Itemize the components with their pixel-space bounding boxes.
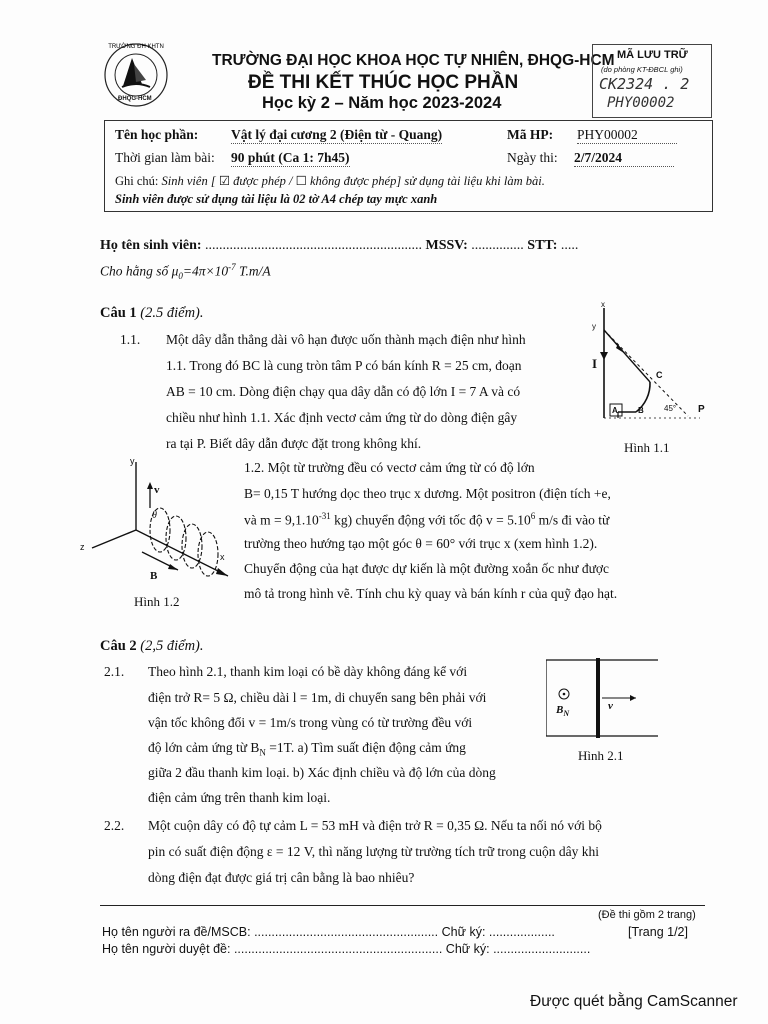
approver-line xyxy=(102,942,590,956)
q12-l3-exp2: 6 xyxy=(530,511,536,521)
figure-1-2 xyxy=(78,456,238,594)
q2-points: (2,5 điểm). xyxy=(140,638,204,654)
q12-line-4: trường theo hướng tạo một góc θ = 60° với trục x (xem hình 1.2). xyxy=(244,536,598,551)
archive-code-2: PHY00002 xyxy=(607,95,675,111)
q2-title: Câu 2 xyxy=(100,638,137,654)
svg-text:TRƯỜNG ĐH KHTN: TRƯỜNG ĐH KHTN xyxy=(108,44,164,50)
q2-heading xyxy=(100,638,204,655)
q12-line-5: Chuyển động của hạt được dự kiến là một đường xoắn ốc như được xyxy=(244,561,610,576)
q12-l3-exp: -31 xyxy=(318,511,331,521)
fig12-b-label: B xyxy=(150,570,158,582)
q12-line-2: B= 0,15 T hướng dọc theo trục x dương. Một positron (điện tích +e, xyxy=(244,486,611,501)
q1-heading xyxy=(100,305,204,322)
constant-exp: -7 xyxy=(228,262,236,272)
q12-line-1: 1.2. Một từ trường đều có vectơ cảm ứng từ có độ lớn xyxy=(244,460,535,475)
mssv-label: MSSV: xyxy=(425,238,468,253)
q1-points: (2.5 điểm). xyxy=(140,305,204,321)
note-label: Ghi chú: xyxy=(115,174,159,188)
archive-subtitle: (do phòng KT-ĐBCL ghi) xyxy=(601,65,683,74)
fig11-c-label: C xyxy=(656,370,663,380)
figure-1-1 xyxy=(588,300,718,430)
q11-line-3: AB = 10 cm. Dòng điện chạy qua dây dẫn có độ lớn I = 7 A và có xyxy=(166,384,521,399)
course-value: Vật lý đại cương 2 (Điện từ - Quang) xyxy=(231,127,443,142)
note-text-2: được phép / xyxy=(233,174,293,188)
date-label: Ngày thi: xyxy=(507,150,558,165)
fig12-v-label: v xyxy=(154,484,160,496)
logo-caption: ĐHQG-HCM xyxy=(118,96,152,102)
constant-unit: T.m/A xyxy=(235,263,271,279)
fig12-theta-label: θ xyxy=(152,510,157,521)
semester: Học kỳ 2 – Năm học 2023-2024 xyxy=(262,94,502,112)
q21-line-4 xyxy=(148,740,466,758)
approver-label: Họ tên người duyệt đề: xyxy=(102,942,231,956)
q21-line-5: giữa 2 đầu thanh kim loại. b) Xác định chiều và độ lớn của dòng xyxy=(148,765,496,780)
signature-label-2: Chữ ký: xyxy=(445,942,490,956)
q21-number: 2.1. xyxy=(104,664,125,679)
constant-line xyxy=(100,262,271,281)
fig11-caption: Hình 1.1 xyxy=(624,440,670,455)
figure-2-1 xyxy=(546,658,660,740)
q11-line-2: 1.1. Trong đó BC là cung tròn tâm P có bán kính R = 25 cm, đoạn xyxy=(166,358,522,373)
archive-code-1: CK2324 . 2 xyxy=(599,75,690,93)
q12-l3a: và m = 9,1.10 xyxy=(244,512,319,528)
q21-line-1: Theo hình 2.1, thanh kim loại có bề dày không đáng kể với xyxy=(148,664,468,679)
note-line xyxy=(115,173,545,189)
exam-title: ĐỀ THI KẾT THÚC HỌC PHẦN xyxy=(248,72,519,93)
fig11-a-label: A xyxy=(612,406,618,415)
q21-line-3: vận tốc không đổi v = 1m/s trong vùng có từ trường đều với xyxy=(148,715,473,730)
constant-sub: 0 xyxy=(178,271,183,282)
time-value: 90 phút (Ca 1: 7h45) xyxy=(231,150,350,165)
student-line xyxy=(100,238,578,254)
q21-l4a: độ lớn cảm ứng từ B xyxy=(148,740,260,755)
note-text-1: Sinh viên [ xyxy=(161,174,216,188)
q12-l3b: kg) chuyển động với tốc độ v = 5.10 xyxy=(330,512,531,528)
note-text-3: không được phép] sử dụng tài liệu khi làm bài. xyxy=(309,174,545,188)
fig11-angle-label: 45° xyxy=(664,404,677,413)
signature-label-1: Chữ ký: xyxy=(441,925,486,939)
approver-dots: ............................................................ xyxy=(233,942,443,956)
q22-line-2: pin có suất điện động ε = 12 V, thì năng lượng từ trường tích trữ trong cuộn dây khi xyxy=(148,844,600,859)
q11-line-1: Một dây dẫn thẳng dài vô hạn được uốn thành mạch điện như hình xyxy=(166,332,526,347)
q21-l4b: =1T. a) Tìm suất điện động cảm ứng xyxy=(265,740,466,755)
course-info-box xyxy=(104,120,713,212)
date-value: 2/7/2024 xyxy=(574,150,674,167)
q11-line-5: ra tại P. Biết dây dẫn được đặt trong không khí. xyxy=(166,436,422,451)
q11-line-4: chiều như hình 1.1. Xác định vectơ cảm ứng từ do dòng điện gây xyxy=(166,410,518,425)
fig11-current-label: I xyxy=(592,356,598,371)
q22-line-3: dòng điện đạt được giá trị cân bằng là bao nhiêu? xyxy=(148,870,415,885)
checked-box-icon: ☑ xyxy=(218,174,231,188)
constant-prefix: Cho hằng số μ xyxy=(100,263,179,279)
mssv-dots: ............... xyxy=(471,238,524,253)
page-number: [Trang 1/2] xyxy=(628,925,688,939)
page-count: (Đề thi gồm 2 trang) xyxy=(598,909,696,921)
signature-dots-2: ............................ xyxy=(493,942,591,956)
q21-l4-sub: N xyxy=(259,747,266,758)
q21-line-6: điện cảm ứng trên thanh kim loại. xyxy=(148,790,331,805)
stt-dots: ..... xyxy=(560,238,579,253)
author-label: Họ tên người ra đề/MSCB: xyxy=(102,925,251,939)
note-line-2: Sinh viên được sử dụng tài liệu là 02 tờ A4 chép tay mực xanh xyxy=(115,192,438,206)
student-name-dots: .............................................................. xyxy=(205,238,423,253)
fig21-caption: Hình 2.1 xyxy=(578,748,624,763)
q22-line-1: Một cuộn dây có độ tự cảm L = 53 mH và điện trở R = 0,35 Ω. Nếu ta nối nó với bộ xyxy=(148,818,602,833)
fig11-x-label: x xyxy=(601,300,605,309)
constant-value: =4π×10 xyxy=(182,263,229,279)
school-name: TRƯỜNG ĐẠI HỌC KHOA HỌC TỰ NHIÊN, ĐHQG-HCM xyxy=(212,52,615,69)
course-label: Tên học phần: xyxy=(115,127,199,142)
q12-l3c: m/s đi vào từ xyxy=(535,512,610,528)
archive-box xyxy=(592,44,712,118)
fig11-p-label: P xyxy=(698,404,705,415)
fig11-b-label: B xyxy=(638,406,644,415)
author-dots: ..................................................... xyxy=(254,925,439,939)
fig12-caption: Hình 1.2 xyxy=(134,594,180,609)
q12-line-3 xyxy=(244,511,609,529)
archive-title: MÃ LƯU TRỮ xyxy=(617,49,688,61)
fig21-b: B xyxy=(556,704,564,716)
unchecked-box-icon: ☐ xyxy=(295,174,307,188)
camscanner-watermark: Được quét bằng CamScanner xyxy=(530,993,738,1010)
code-value: PHY00002 xyxy=(577,127,677,144)
fig12-x-label: x xyxy=(220,552,225,562)
author-line xyxy=(102,925,555,939)
student-name-label: Họ tên sinh viên: xyxy=(100,238,202,253)
fig21-b-sub: N xyxy=(563,709,570,719)
q11-number: 1.1. xyxy=(120,332,141,347)
time-label: Thời gian làm bài: xyxy=(115,150,215,165)
school-logo xyxy=(96,40,180,110)
q22-number: 2.2. xyxy=(104,818,125,833)
q12-line-6: mô tả trong hình vẽ. Tính chu kỳ quay và bán kính r của quỹ đạo hạt. xyxy=(244,586,618,601)
footer-divider xyxy=(100,905,705,906)
fig12-z-label: z xyxy=(80,542,85,552)
q21-line-2: điện trở R= 5 Ω, chiều dài l = 1m, di chuyển sang bên phải với xyxy=(148,690,487,705)
fig11-y-label: y xyxy=(592,322,596,331)
q1-title: Câu 1 xyxy=(100,305,137,321)
fig12-y-label: y xyxy=(130,456,135,466)
stt-label: STT: xyxy=(527,238,558,253)
signature-dots-1: ................... xyxy=(488,925,555,939)
code-label: Mã HP: xyxy=(507,127,554,142)
fig21-b-label xyxy=(556,704,569,718)
fig21-v-label: v xyxy=(608,700,613,712)
